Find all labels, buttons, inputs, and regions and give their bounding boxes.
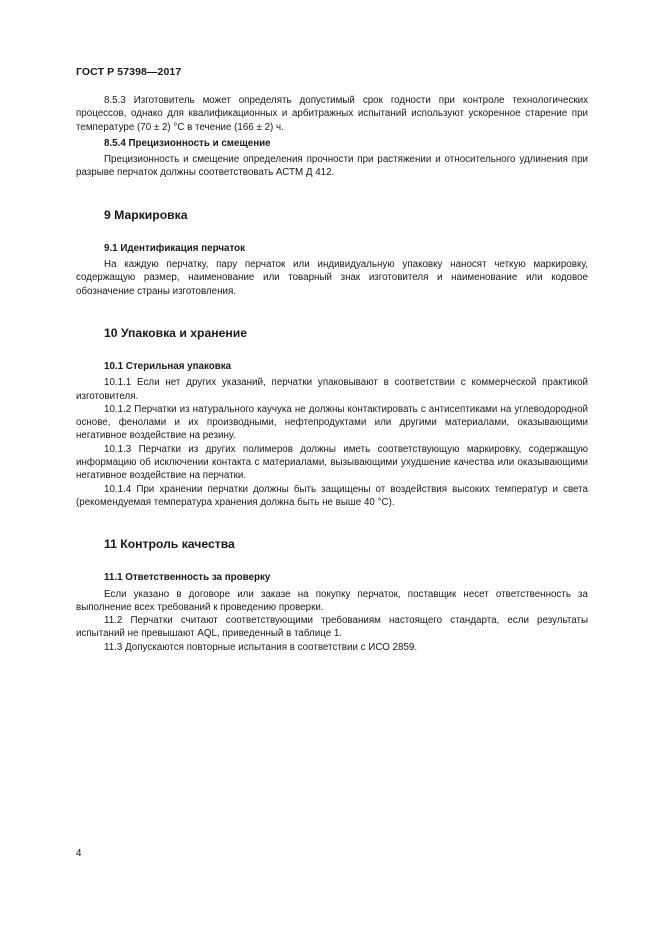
spacer — [76, 509, 588, 537]
paragraph-10-1-2: 10.1.2 Перчатки из натурального каучука не должны контактировать с антисептиками на углеводородной основе, фенолами и их производными, нефтепродуктами или другими материалами, оказывающими негативное воздействие на резину. — [76, 403, 588, 442]
spacer — [76, 223, 588, 239]
paragraph-10-1-3: 10.1.3 Перчатки из других полимеров должны иметь соответствующую маркировку, содержащую информацию об исключении контакта с материалами, вызывающими ухудшение качества или оказывающими негативное воздействие на перчатки. — [76, 443, 588, 482]
spacer — [76, 298, 588, 326]
subheading-10-1: 10.1 Стерильная упаковка — [104, 360, 232, 372]
spacer — [76, 552, 588, 568]
standard-code-header: ГОСТ Р 57398—2017 — [76, 66, 182, 78]
section-heading-9: 9 Маркировка — [104, 207, 188, 222]
section-heading-10: 10 Упаковка и хранение — [104, 325, 247, 340]
section-heading-11: 11 Контроль качества — [104, 537, 235, 552]
document-body — [76, 94, 588, 654]
subheading-9-1: 9.1 Идентификация перчаток — [104, 242, 246, 254]
spacer — [76, 341, 588, 357]
paragraph-11-1: Если указано в договоре или заказе на покупку перчаток, поставщик несет ответственность за выполнение всех требований к проведению проверки. — [76, 588, 588, 613]
paragraph-11-2: 11.2 Перчатки считают соответствующими требованиям настоящего стандарта, если результаты испытаний не превышают AQL, приведенный в таблице 1. — [76, 615, 588, 640]
subheading-11-1: 11.1 Ответственность за проверку — [104, 572, 271, 584]
paragraph-8-5-4: Прецизионность и смещение определения прочности при растяжении и относительного удлинения при разрыве перчаток должны соответствовать АСТМ Д 412. — [76, 154, 588, 179]
page-number: 4 — [76, 848, 82, 859]
spacer — [76, 180, 588, 208]
subheading-8-5-4: 8.5.4 Прецизионность и смещение — [104, 137, 271, 149]
paragraph-9-1: На каждую перчатку, пару перчаток или индивидуальную упаковку наносят четкую маркировку, содержащую размер, наименование или товарный знак изготовителя и наименование или кодовое обозначение страны изготовления. — [76, 259, 588, 297]
paragraph-11-3: 11.3 Допускаются повторные испытания в соответствии с ИСО 2859. — [104, 641, 418, 653]
paragraph-10-1-4: 10.1.4 При хранении перчатки должны быть защищены от воздействия высоких температур и света (рекомендуемая температура хранения должна быть не выше 40 °С). — [76, 483, 588, 508]
paragraph-8-5-3: 8.5.3 Изготовитель может определять допустимый срок годности при контроле технологических процессов, однако для квалификационных и арбитражных испытаний используют ускоренное старение при температуре (70 ± 2) °С в течение (166 ± 2) ч. — [76, 95, 588, 133]
paragraph-10-1-1: 10.1.1 Если нет других указаний, перчатки упаковывают в соответствии с коммерческой практикой изготовителя. — [76, 377, 588, 402]
